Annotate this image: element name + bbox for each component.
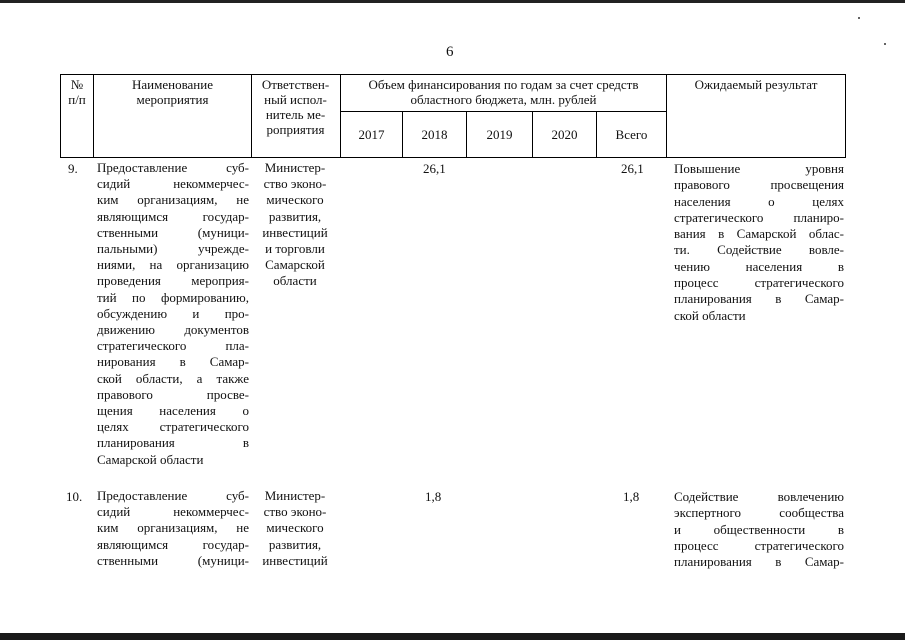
header-border-left <box>60 74 61 158</box>
header-year-2019: 2019 <box>486 127 513 142</box>
scan-top-edge <box>0 0 905 3</box>
row-name: Предоставление суб- сидий некоммерчес- ким организациям, не являющимся государ- ственными (муници- <box>97 488 249 568</box>
header-bottom-border <box>60 157 845 158</box>
header-year-2020: 2020 <box>551 127 578 142</box>
row-number: 9. <box>68 161 78 176</box>
header-name: Наименование мероприятия <box>132 77 213 107</box>
page-number: 6 <box>446 44 454 60</box>
row-result: Повышение уровня правового просвещения населения о целях стратегического планиро- вания в Самарской облас- ти. Содействие вовле- чению населения в процесс стратегического планирования в Самар- ской области <box>674 161 844 323</box>
scan-bottom-edge <box>0 633 905 640</box>
header-border-right <box>845 74 846 158</box>
row-responsible: Министер- ство эконо- мического развития, инвестиций <box>262 488 328 568</box>
value-2018: 26,1 <box>423 161 446 176</box>
row-number: 10. <box>66 489 83 504</box>
row-responsible: Министер- ство эконо- мического развития, инвестиций и торговли Самарской области <box>262 160 328 289</box>
value-total: 26,1 <box>621 161 644 176</box>
header-num: № п/п <box>68 77 86 107</box>
header-top-border <box>60 74 845 75</box>
header-responsible: Ответствен- ный испол- нитель ме- роприятия <box>261 77 330 137</box>
value-total: 1,8 <box>623 489 640 504</box>
header-year-2018: 2018 <box>421 127 448 142</box>
header-border <box>93 74 94 158</box>
row-result: Содействие вовлечению экспертного сообщества и общественности в процесс стратегического планирования в Самар- <box>674 489 844 570</box>
value-2018: 1,8 <box>425 489 442 504</box>
row-name: Предоставление суб- сидий некоммерчес- ким организациям, не являющимся государ- ственными (муници- пальными) учрежде- ниями, на организацию проведения мероприя- тий по формированию, обсуждению и про- движению документов стратегического пла- нирования в Самар- ской области, а также правового просве- щения населения о целях стратегического планирования в Самарской области <box>97 160 249 467</box>
header-year-divider <box>340 111 666 112</box>
header-year-2017: 2017 <box>358 127 385 142</box>
scan-speck <box>858 17 860 19</box>
header-result: Ожидаемый результат <box>694 77 818 92</box>
header-funding: Объем финансирования по годам за счет средств областного бюджета, млн. рублей <box>368 77 639 107</box>
header-year-total: Всего <box>615 127 648 142</box>
scan-speck <box>884 43 886 45</box>
